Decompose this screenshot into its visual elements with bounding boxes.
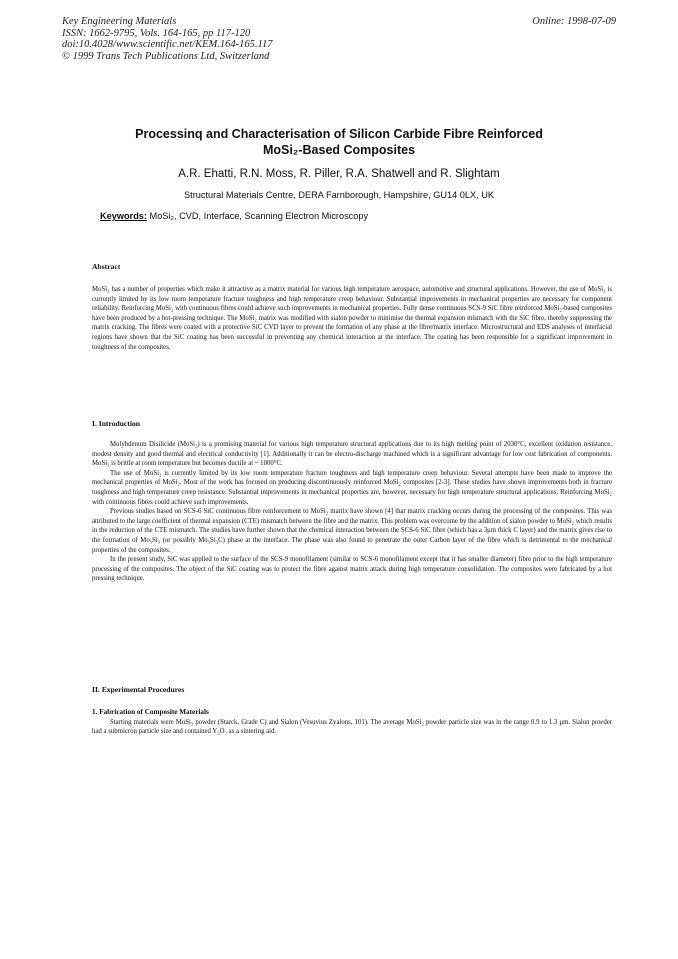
abstract-text: MoSi₂ has a number of properties which make it attractive as a matrix material for various high temperature aerospace, automotive and structural applications. However, the use of MoSi₂ is currently limited by its low room temperature fracture toughness and high temperature creep behaviour. Substantial improvements in mechanical properties are necessary for component reliability. Reinforcing MoSi₂ with continuous fibres could achieve such improvements in mechanical properties. Fully dense continuous SCS-9 SiC fibre reinforced MoSi₂-based composites have been produced by a hot-pressing technique. The MoSi₂ matrix was modified with sialon powder to minimise the thermal expansion mismatch with the SiC fibre, thereby suppressing the matrix cracking. The fibres were coated with a protective SiC CVD layer to prevent the formation of any phase at the fibre/matrix interface. Microstructural and EDS analyses of interfacial regions have shown that the SiC coating has been successful in preventing any chemical interaction at the interface. The coating has been responsible for a significant improvement in toughness of the composites.: [92, 286, 612, 351]
fabrication-subheading: 1. Fabrication of Composite Materials: [92, 708, 209, 716]
authors: A.R. Ehatti, R.N. Moss, R. Piller, R.A. Shatwell and R. Slightam: [178, 168, 500, 180]
affiliation: Structural Materials Centre, DERA Farnborough, Hampshire, GU14 0LX, UK: [184, 190, 494, 200]
journal-header: [62, 16, 272, 62]
intro-paragraph-2: The use of MoSi₂ is currently limited by its low room temperature fracture toughness and high temperature creep behaviour. Several attempts have been made to improve the mechanical properties of MoSi₂. Most of the work has focused on producing discontinuously reinforced MoSi₂ composites [2-3]. These studies have shown improvements both in fracture toughness and high temperature creep resistance. Substantial improvements in mechanical properties are, however, necessary for high temperature structural applications. Reinforcing MoSi₂ with continuous fibres could achieve such improvements.: [92, 469, 612, 506]
experimental-body: [92, 708, 612, 737]
journal-name: Key Engineering Materials: [62, 16, 177, 27]
experimental-heading: II. Experimental Procedures: [92, 685, 185, 694]
copyright-line: © 1999 Trans Tech Publications Ltd, Switzerland: [62, 50, 270, 62]
issn-line: ISSN: 1662-9795, Vols. 164-165, pp 117-120: [62, 27, 251, 39]
paper-title: [60, 126, 618, 158]
keywords: [100, 211, 368, 221]
introduction-heading: I. Introduction: [92, 419, 140, 428]
abstract-body: [92, 285, 612, 352]
intro-paragraph-1: Molybdenum Disilicide (MoSi₂) is a promising material for various high temperature structural applications due to its high melting point of 2030°C, excellent oxidation resistance, modest density and good thermal and electrical conductivity [1]. Additionally it can be electro-discharge machined which is a significant advantage for low cost fabrication of components. MoSi₂ is brittle at room temperature but becomes ductile at ~ 1000°C.: [92, 441, 612, 468]
title-line-1: Processinq and Characterisation of Silicon Carbide Fibre Reinforced: [135, 127, 543, 141]
title-line-2: MoSi₂-Based Composites: [262, 143, 416, 157]
keywords-text: MoSi₂, CVD, Interface, Scanning Electron Microscopy: [149, 211, 369, 221]
intro-paragraph-4: In the present study, SiC was applied to the surface of the SCS-9 monofilament (similar to SCS-6 monofilament except that it has smaller diameter) fibre prior to the high temperature processing of the composites. The object of the SiC coating was to protect the fibre against matrix attack during high temperature consolidation. The composites were fabricated by a hot pressing technique.: [92, 556, 612, 583]
keywords-label: Keywords:: [100, 211, 147, 221]
online-date: Online: 1998-07-09: [532, 16, 616, 27]
intro-paragraph-3: Previous studies based on SCS-6 SiC continuous fibre reinforcement to MoSi₂ matrix have shown [4] that matrix cracking occurs during the processing of the composites. This was attributed to the large coefficient of thermal expansion (CTE) mismatch between the fibre and the matrix. This problem was overcome by the addition of sialon powder to MoSi₂ which results in the reduction of the CTE mismatch. The studies have further shown that the chemical interaction between the SCS-6 SiC fibre (which has a 3μm thick C layer) and the matrix gives rise to the formation of Mo₅Si₃ (or possibly Mo₅Si₃C) phase at the interface. The phase was also found to penetrate the outer Carbon layer of the fibre which is detrimental to the mechanical properties of the composites.: [92, 508, 612, 554]
abstract-heading: Abstract: [92, 262, 121, 271]
experimental-paragraph-1: Starting materials were MoSi₂ powder (Starck, Grade C) and Sialon (Vesuvius Zyalons, 101). The average MoSi₂ powder particle size was in the range 0.9 to 1.3 μm. Sialon powder had a submicron particle size and contained Y₂O₃ as a sintering aid.: [92, 718, 612, 736]
introduction-body: [92, 440, 612, 584]
doi-line: doi:10.4028/www.scientific.net/KEM.164-165.117: [62, 39, 273, 50]
